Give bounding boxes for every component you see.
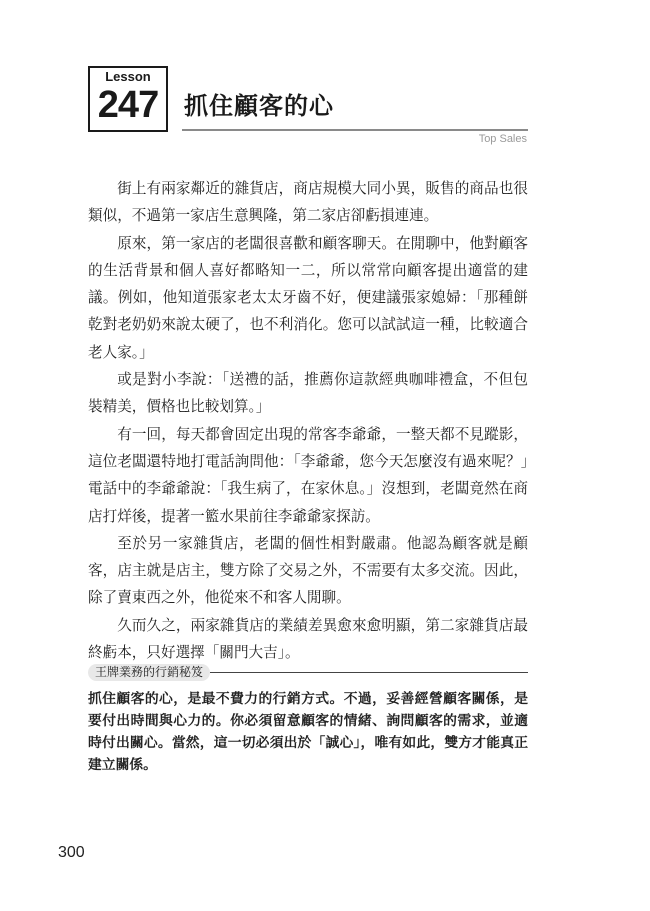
lesson-label: Lesson bbox=[105, 69, 151, 84]
lesson-badge bbox=[88, 66, 168, 132]
paragraph: 有一回，每天都會固定出現的常客李爺爺，一整天都不見蹤影，這位老闆還特地打電話詢問他：「李爺爺，您今天怎麼沒有過來呢？」電話中的李爺爺說：「我生病了，在家休息。」沒想到，老闆竟然在商店打烊後，提著一籃水果前往李爺爺家探訪。 bbox=[88, 425, 528, 525]
tips-header bbox=[88, 664, 528, 682]
tips-label: 王牌業務的行銷秘笈 bbox=[88, 664, 210, 681]
paragraph: 久而久之，兩家雜貨店的業績差異愈來愈明顯，第二家雜貨店最終虧本，只好選擇「關門大吉」。 bbox=[88, 616, 528, 662]
paragraph: 街上有兩家鄰近的雜貨店，商店規模大同小異，販售的商品也很類似，不過第一家店生意興隆，第二家店卻虧損連連。 bbox=[88, 180, 528, 225]
tips-box bbox=[88, 688, 528, 776]
article-body bbox=[88, 175, 528, 666]
page-number: 300 bbox=[58, 844, 85, 861]
page-title: 抓住顧客的心 bbox=[184, 92, 334, 120]
paragraph: 原來，第一家店的老闆很喜歡和顧客聊天。在閒聊中，他對顧客的生活背景和個人喜好都略知一二，所以常常向顧客提出適當的建議。例如，他知道張家老太太牙齒不好，便建議張家媳婦：「那種餅乾對老奶奶來說太硬了，也不利消化。您可以試試這一種，比較適合老人家。」 bbox=[88, 234, 528, 361]
tips-divider bbox=[210, 672, 528, 673]
lesson-number: 247 bbox=[97, 84, 159, 126]
section-category: Top Sales bbox=[478, 133, 527, 145]
paragraph: 至於另一家雜貨店，老闆的個性相對嚴肅。他認為顧客就是顧客，店主就是店主，雙方除了交易之外，不需要有太多交流。因此，除了賣東西之外，他從來不和客人閒聊。 bbox=[88, 534, 528, 607]
paragraph: 或是對小李說：「送禮的話，推薦你這款經典咖啡禮盒，不但包裝精美，價格也比較划算。」 bbox=[88, 371, 528, 416]
title-divider bbox=[182, 129, 528, 131]
tips-text: 抓住顧客的心，是最不費力的行銷方式。不過，妥善經營顧客關係，是要付出時間與心力的。你必須留意顧客的情緒、詢問顧客的需求，並適時付出關心。當然，這一切必須出於「誠心」，唯有如此，雙方才能真正建立關係。 bbox=[88, 691, 528, 773]
